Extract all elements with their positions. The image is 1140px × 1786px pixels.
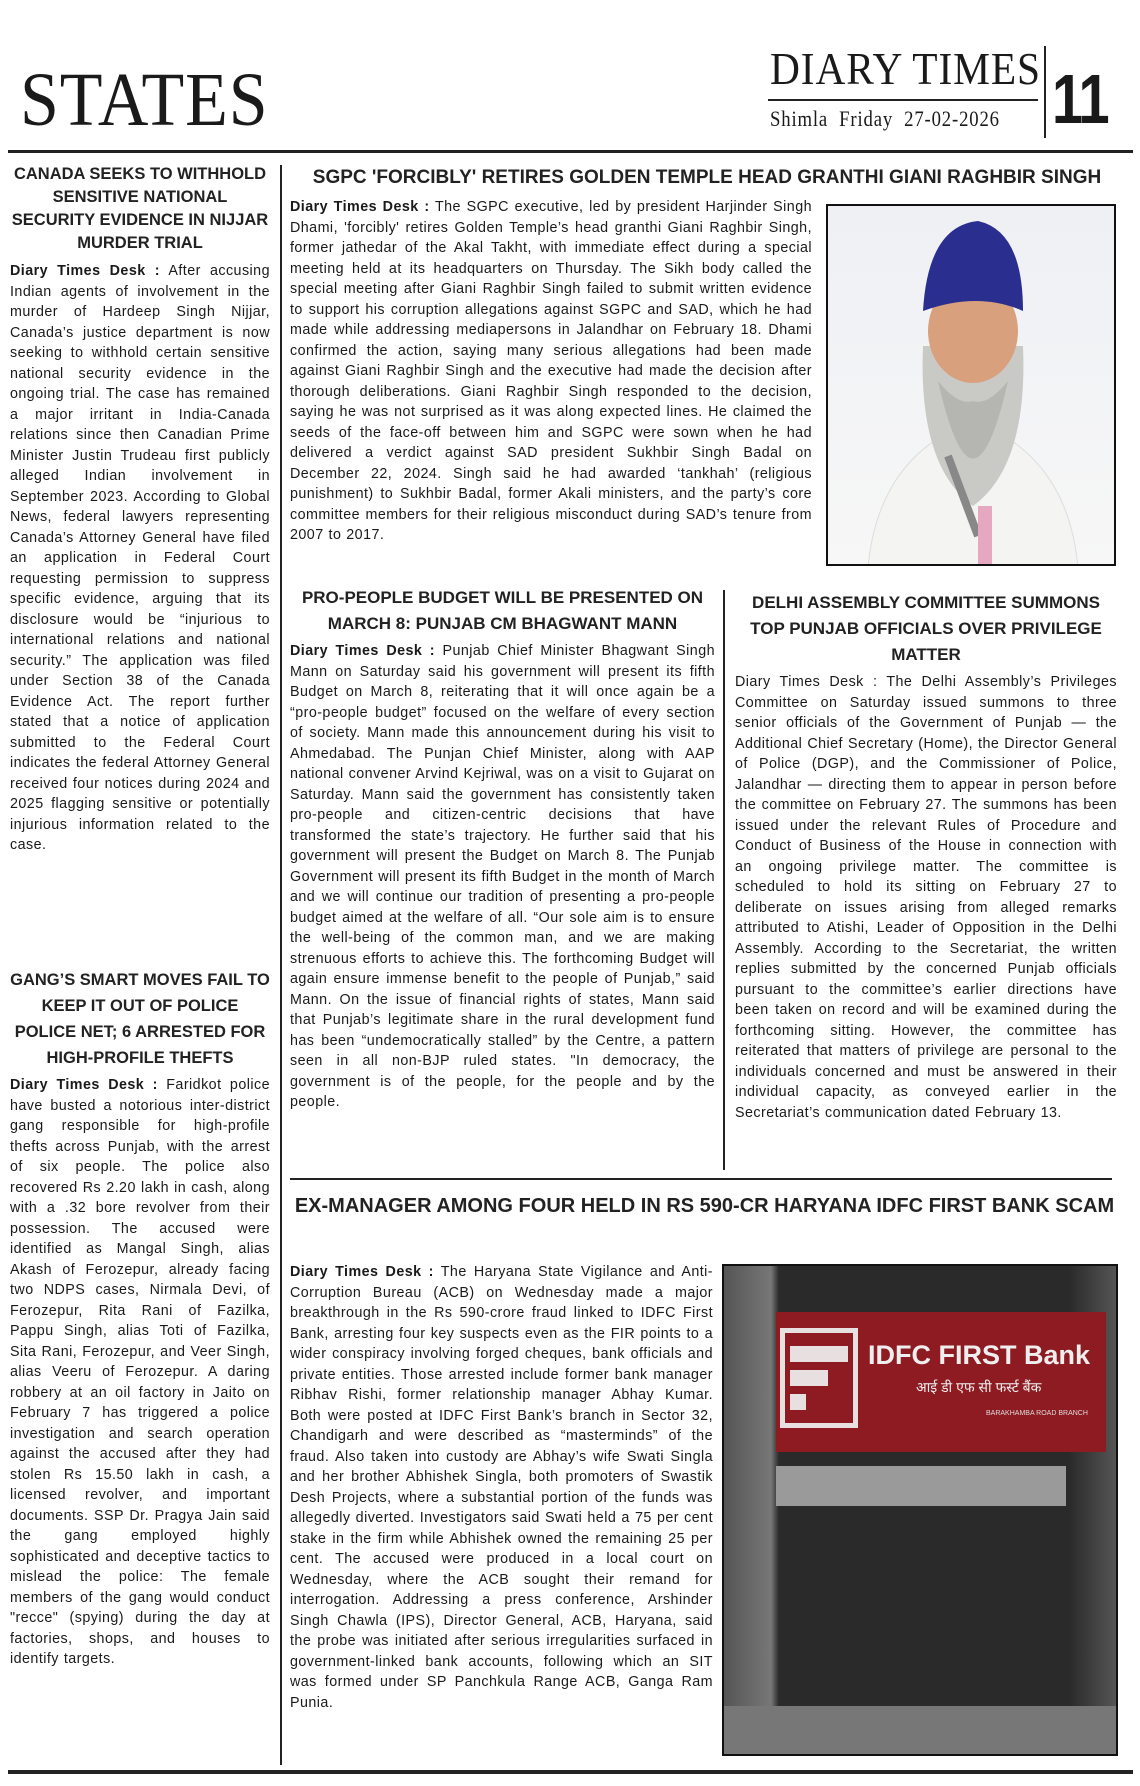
bottom-rule	[8, 1770, 1133, 1774]
brand-rule	[768, 99, 1038, 101]
article-body: The Haryana State Vigilance and Anti-Corruption Bureau (ACB) on Wednesday made a major breakthrough in the Rs 590-crore fraud linked to IDFC First Bank, arresting four key suspects even as the FIR points to a wider conspiracy involving forged cheques, bank officials and private entities. Those arrested include former bank manager Ribhav Rishi, former relationship manager Abhay Kumar. Both were posted at IDFC First Bank’s branch in Sector 32, Chandigarh and were described as “masterminds” of the fraud. Also taken into custody are Abhay’s wife Swati Singla and her brother Abhishek Singla, both promoters of Swastik Desh Projects, where a substantial portion of the funds was allegedly diverted. Investigators said Swati held a 75 per cent stake in the firm while Abhishek owned the remaining 25 per cent. The accused were produced in a local court on Wednesday, where the ACB sought their remand for interrogation. Addressing a press conference, Arshinder Singh Chawla (IPS), Director General, ACB, Haryana, said the probe was initiated after serious irregularities surfaced in government-linked bank accounts, following which an SIT was formed under SP Panchkula Range ACB, Ganga Ram Punia.	[290, 1264, 713, 1711]
article-canada	[10, 163, 270, 856]
newspaper-name: DIARY TIMES	[770, 43, 1041, 94]
bank-sign	[776, 1312, 1106, 1452]
page-number: 11	[1052, 60, 1108, 138]
article-body: The SGPC executive, led by president Harjinder Singh Dhami, 'forcibly' retires Golden Temple’s head granthi Giani Raghbir Singh, former jathedar of the Akal Takht, with immediate effect during a special meeting held at its headquarters on Thursday. The Sikh body called the special meeting after Giani Raghbir Singh failed to submit written evidence to support his corruption allegations against SGPC and SAD, which he had made while addressing mediapersons in Jalandhar on February 18. Dhami confirmed the action, saying many serious allegations had been made against Giani Raghbir Singh and the executive had made the decision after thorough deliberations. Giani Raghbir Singh responded to the decision, saying he was not surprised as it was along expected lines. He claimed the seeds of the face-off between him and SGPC were sown when he had delivered a verdict against SAD president Sukhbir Singh Badal on December 22, 2024. Singh said he had awarded ‘tankhah’ (religious punishment) to Sukhbir Badal, former Akali ministers, and the party’s core committee members for their religious misconduct during SAD’s tenure from 2007 to 2017.	[290, 199, 812, 543]
byline: Diary Times Desk :	[10, 263, 160, 279]
sign-branch: BARAKHAMBA ROAD BRANCH	[986, 1410, 1088, 1417]
masthead-rule	[8, 150, 1133, 153]
article-body: Punjab Chief Minister Bhagwant Singh Mann on Saturday said his government will present its fifth Budget on March 8, reiterating that it will once again be a “pro-people budget” focused on the welfare of every section of society. Mann made this announcement during his visit to Ahmedabad. The Punjan Chief Minister, along with AAP national convener Arvind Kejriwal, was on a visit to Gujarat on Saturday. Mann said the government has consistently taken pro-people and citizen-centric decisions that have transformed the state’s trajectory. He further said that his government will present the Budget on March 8. The Punjab Government will present its fifth Budget in the month of March and we will continue our tradition of presenting a pro-people budget aimed at the welfare of all. “Our sole aim is to ensure the well-being of the common man, and we are making strenuous efforts to achieve this. The forthcoming Budget will again ensure immense benefit to the people of Punjab,” said Mann. On the issue of financial rights of states, Mann said that Punjab’s legitimate share in the rural development fund has been “undemocratically stalled” by the Centre, a pattern seen in all non-BJP ruled states. "In democracy, the government is of the people, for the people and by the people.	[290, 643, 715, 1110]
headline: CANADA SEEKS TO WITHHOLD SENSITIVE NATIONAL SECURITY EVIDENCE IN NIJJAR MURDER TRIAL	[11, 165, 269, 252]
giani-raghbir-singh-photo	[826, 204, 1116, 566]
headline: EX-MANAGER AMONG FOUR HELD IN RS 590-CR HARYANA IDFC FIRST BANK SCAM	[294, 1195, 1115, 1217]
byline: Diary Times Desk :	[290, 1264, 434, 1280]
article-delhi	[735, 590, 1117, 1123]
column-divider	[723, 590, 725, 1170]
article-gang	[10, 967, 270, 1670]
section-rule	[290, 1178, 1112, 1180]
sign-hindi: आई डी एफ सी फर्स्ट बैंक	[916, 1379, 1042, 1395]
place: Shimla	[770, 106, 829, 131]
byline: Diary Times Desk :	[10, 1077, 158, 1093]
headline: GANG’S SMART MOVES FAIL TO KEEP IT OUT OF POLICE POLICE NET; 6 ARRESTED FOR HIGH-PROFILE THEFTS	[10, 971, 270, 1067]
article-body: After accusing Indian agents of involvement in the murder of Hardeep Singh Nijjar, Canada’s justice department is now seeking to withhold certain sensitive national security evidence in the ongoing trial. The case has remained a major irritant in India-Canada relations since then Canadian Prime Minister Justin Trudeau first publicly alleged Indian involvement in September 2023. According to Global News, federal lawyers representing Canada’s Attorney General have filed an application in Federal Court requesting permission to suppress specific evidence, arguing that its disclosure would be “injurious to international relations and national security.” The application was filed under Section 38 of the Canada Evidence Act. The report further stated that a notice of application submitted to the Federal Court indicates the federal Attorney General received four notices during 2024 and 2025 flagging sensitive or potentially injurious information related to the case.	[10, 263, 270, 853]
headline: DELHI ASSEMBLY COMMITTEE SUMMONS TOP PUNJAB OFFICIALS OVER PRIVILEGE MATTER	[750, 593, 1102, 664]
byline: Diary Times Desk :	[290, 199, 430, 215]
article-body: The Delhi Assembly’s Privileges Committee on Saturday issued summons to three senior officials of the Government of Punjab — the Additional Chief Secretary (Home), the Director General of Police (DGP), and the Commissioner of Police, Jalandhar — directing them to appear in person before the committee on February 27. The summons has been issued under the relevant Rules of Procedure and Conduct of Business of the House in connection with an ongoing privilege matter. The committee is scheduled to hold its sitting on February 27 to deliberate on issues arising from alleged remarks attributed to Atishi, Leader of Opposition in the Delhi Assembly. According to the Secretariat, the written replies submitted by the concerned Punjab officials pursuant to the committee’s earlier directions have been taken on record and will be examined during the forthcoming sitting. However, the committee has reiterated that matters of privilege are personal to the individuals concerned and must be answered in their individual capacity, as conveyed earlier in the Secretariat’s communication dated February 13.	[735, 674, 1117, 1121]
byline: Diary Times Desk :	[290, 643, 436, 659]
dateline	[770, 106, 1000, 132]
byline: Diary Times Desk :	[735, 674, 878, 690]
headline: SGPC 'FORCIBLY' RETIRES GOLDEN TEMPLE HEAD GRANTHI GIANI RAGHBIR SINGH	[312, 167, 1102, 188]
column-divider	[280, 165, 282, 1765]
idfc-bank-photo	[722, 1264, 1118, 1756]
section-title: STATES	[20, 58, 269, 142]
sign-name: IDFC FIRST Bank	[868, 1340, 1091, 1370]
article-body: Faridkot police have busted a notorious inter-district gang responsible for high-profile thefts across Punjab, with the arrest of six people. The police also recovered Rs 2.20 lakh in cash, along with a .32 bore revolver from their possession. The accused were identified as Mangal Singh, alias Akash of Ferozepur, already facing two NDPS cases, Nirmala Devi, of Ferozepur, Rita Rani of Fazilka, Pappu Singh, alias Toti of Fazilka, Sita Rani, Ferozepur, and Veer Singh, alias Veeru of Ferozepur. A daring robbery at an oil factory in Jaito on February 7 has triggered a police investigation and search operation against the accused after they had stolen Rs 15.50 lakh in cash, a licensed revolver, and important documents. SSP Dr. Pragya Jain said the gang employed highly sophisticated and deceptive tactics to mislead the police: The female members of the gang would conduct "recce" (spying) during the day at factories, shops, and houses to identify targets.	[10, 1077, 270, 1667]
masthead-divider	[1044, 46, 1046, 138]
article-budget	[290, 585, 715, 1113]
date: 27-02-2026	[904, 106, 1000, 131]
day: Friday	[839, 106, 894, 131]
headline: PRO-PEOPLE BUDGET WILL BE PRESENTED ON MARCH 8: PUNJAB CM BHAGWANT MANN	[301, 588, 704, 633]
